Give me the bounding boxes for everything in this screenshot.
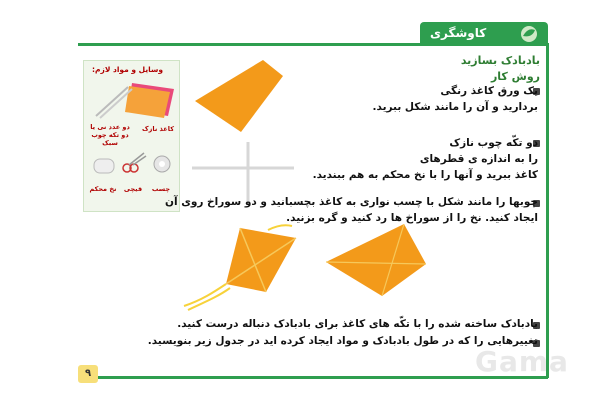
step-4-line-1: بادبادک ساخته شده را با تکّه های کاغذ برای بادبادک دنباله درست کنید.	[177, 318, 538, 330]
finished-kite-illustration	[180, 222, 300, 312]
method-label: روش کار	[490, 70, 540, 83]
step-2-line-3: کاغذ ببرید و آنها را با نخ محکم به هم ببندید.	[312, 169, 538, 181]
materials-box	[83, 60, 180, 212]
step-1-line-2: بردارید و آن را مانند شکل ببرید.	[372, 101, 538, 113]
materials-title: وسایل و مواد لازم:	[92, 65, 164, 74]
material-label-paper: کاغذ نازک	[142, 125, 174, 133]
section-header-tab	[420, 22, 548, 46]
material-label-scissors: قیچی	[123, 185, 143, 193]
step-3-line-2: ایجاد کنید. نخ را از سوراخ ها رد کنید و گره بزنید.	[286, 212, 538, 224]
step-1-line-1: یک ورق کاغذ رنگی	[440, 85, 538, 97]
watermark-logo: Gama	[475, 345, 569, 378]
step-2-line-2: را به اندازه ی قطرهای	[419, 153, 538, 165]
page-number: ۹	[78, 365, 98, 383]
step-5-line-1: تغییرهایی را که در طول بادبادک و مواد ایجاد کرده اید در جدول زیر بنویسید.	[147, 335, 538, 347]
section-header-title: کاوشگری	[430, 26, 487, 40]
kite-diamond-illustration	[322, 220, 432, 300]
kite-paper-illustration	[185, 56, 290, 136]
leaf-icon	[518, 24, 540, 44]
material-label-glue: چسب	[151, 185, 171, 193]
step-2-line-1: دو تکّه چوب نازک	[449, 137, 538, 149]
step-3-line-1: چوبها را مانند شکل با چسب نواری به کاغذ بچسبانید و دو سوراخ روی آن	[164, 196, 538, 208]
right-border	[546, 43, 549, 378]
material-label-string: نخ محکم	[89, 185, 117, 193]
material-label-sticks: دو عدد نی یا دو تکه چوب سبک	[90, 123, 130, 147]
section-title: بادبادک بسازید	[460, 54, 540, 67]
